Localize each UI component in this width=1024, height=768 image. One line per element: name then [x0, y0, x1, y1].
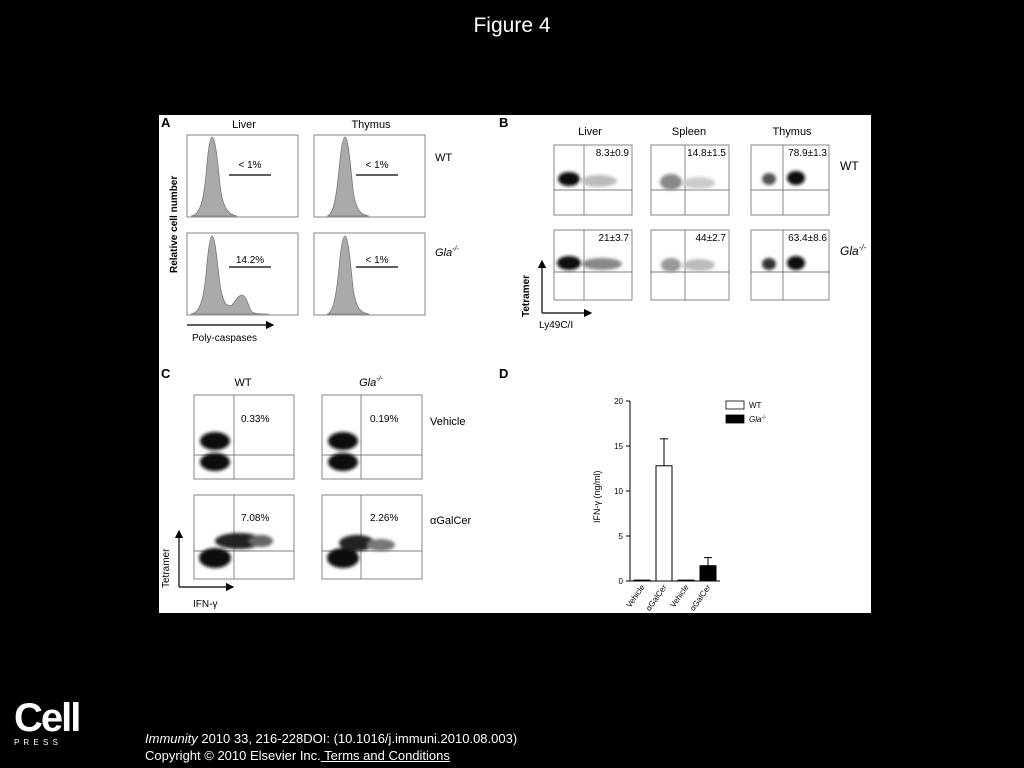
histogram-wt-liver: [191, 137, 237, 216]
legend-swatch-gla: [726, 415, 744, 423]
terms-link[interactable]: Terms and Conditions: [320, 748, 450, 763]
panel-c-ylabel: Tetramer: [161, 548, 172, 588]
superscript: -/-: [858, 243, 867, 252]
y-tick-label: 10: [614, 487, 623, 496]
panel-c-xlabel: IFN-γ: [193, 599, 218, 610]
category-label: αGalCer: [688, 582, 713, 613]
panel-b: [499, 115, 867, 331]
percent-gla-liver: 14.2%: [235, 255, 265, 266]
panel-c-col-gla: Gla-/-: [359, 376, 383, 389]
cell-press-logo: [14, 696, 80, 747]
panel-b-col-liver: Liver: [578, 126, 602, 138]
logo-press: P R E S S: [14, 738, 59, 747]
panel-b-col-thymus: Thymus: [772, 126, 812, 138]
y-axis-label: IFN-γ (ng/ml): [592, 470, 602, 523]
panel-d: [499, 366, 767, 613]
panel-d-label: D: [499, 366, 509, 381]
slide-title: Figure 4: [473, 14, 551, 37]
category-label: αGalCer: [644, 582, 669, 613]
panel-a: [161, 115, 459, 344]
percent-gla-thymus: < 1%: [365, 255, 389, 266]
value-gla-liver: 21±3.7: [598, 233, 629, 244]
hist-box-gla-thymus: [314, 233, 425, 315]
citation-journal: Immunity: [145, 731, 198, 746]
copyright: [145, 748, 450, 763]
panel-b-label: B: [499, 115, 509, 130]
histogram-gla-thymus: [327, 236, 369, 314]
figure-panel: [159, 115, 871, 613]
value-wt-liver: 8.3±0.9: [595, 148, 629, 159]
bar-gla-3: [700, 566, 716, 581]
percent-wt-liver: < 1%: [238, 160, 262, 171]
value-gla-spleen: 44±2.7: [695, 233, 726, 244]
panel-c: [161, 366, 472, 610]
y-tick-label: 0: [618, 577, 623, 586]
legend-swatch-wt: [726, 401, 744, 409]
citation: [145, 731, 517, 746]
panel-a-col-liver: Liver: [232, 119, 256, 131]
value-wt-thymus: 78.9±1.3: [788, 148, 827, 159]
category-label: Vehicle: [624, 582, 647, 610]
histogram-wt-thymus: [327, 137, 369, 216]
panel-a-row-gla: Gla-/-: [435, 246, 459, 259]
copyright-text: Copyright © 2010 Elsevier Inc.: [145, 748, 321, 763]
panel-c-label: C: [161, 366, 171, 381]
panel-b-ylabel: Tetramer: [521, 274, 532, 317]
percent-gla-agalcer: 2.26%: [370, 513, 399, 524]
y-tick-label: 15: [614, 442, 623, 451]
legend-label-gla: Gla-/-: [749, 415, 767, 424]
y-tick-label: 20: [614, 397, 623, 406]
panel-b-col-spleen: Spleen: [671, 126, 707, 138]
percent-gla-vehicle: 0.19%: [370, 414, 399, 425]
panel-a-ylabel: Relative cell number: [169, 175, 180, 273]
bar-wt-1: [656, 466, 672, 581]
hist-box-wt-thymus: [314, 135, 425, 217]
bar-gla-2: [678, 580, 694, 581]
panel-a-row-wt: WT: [435, 152, 453, 164]
panel-a-xlabel: Poly-caspases: [192, 333, 258, 344]
percent-wt-agalcer: 7.08%: [241, 513, 270, 524]
superscript: -/-: [452, 246, 459, 253]
citation-details: 2010 33, 216-228DOI: (10.1016/j.immuni.2010.08.003): [197, 731, 518, 746]
histogram-gla-liver: [191, 236, 269, 314]
value-gla-thymus: 63.4±8.6: [788, 233, 827, 244]
logo-word: Cell: [14, 696, 80, 740]
panel-c-row-vehicle: Vehicle: [430, 416, 466, 428]
panel-c-col-wt: WT: [234, 377, 252, 389]
panel-b-row-gla: Gla-/-: [840, 243, 867, 258]
panel-a-col-thymus: Thymus: [351, 119, 391, 131]
bar-wt-0: [634, 580, 650, 581]
panel-b-row-wt: WT: [840, 159, 859, 173]
panel-c-row-agalcer: αGalCer: [430, 515, 472, 527]
percent-wt-vehicle: 0.33%: [241, 414, 270, 425]
y-tick-label: 5: [618, 532, 623, 541]
superscript: -/-: [761, 415, 767, 421]
panel-a-label: A: [161, 115, 171, 130]
legend-label-wt: WT: [749, 401, 762, 410]
percent-wt-thymus: < 1%: [365, 160, 389, 171]
value-wt-spleen: 14.8±1.5: [687, 148, 726, 159]
panel-b-xlabel: Ly49C/I: [539, 320, 574, 331]
superscript: -/-: [376, 376, 383, 383]
category-label: Vehicle: [668, 582, 691, 610]
